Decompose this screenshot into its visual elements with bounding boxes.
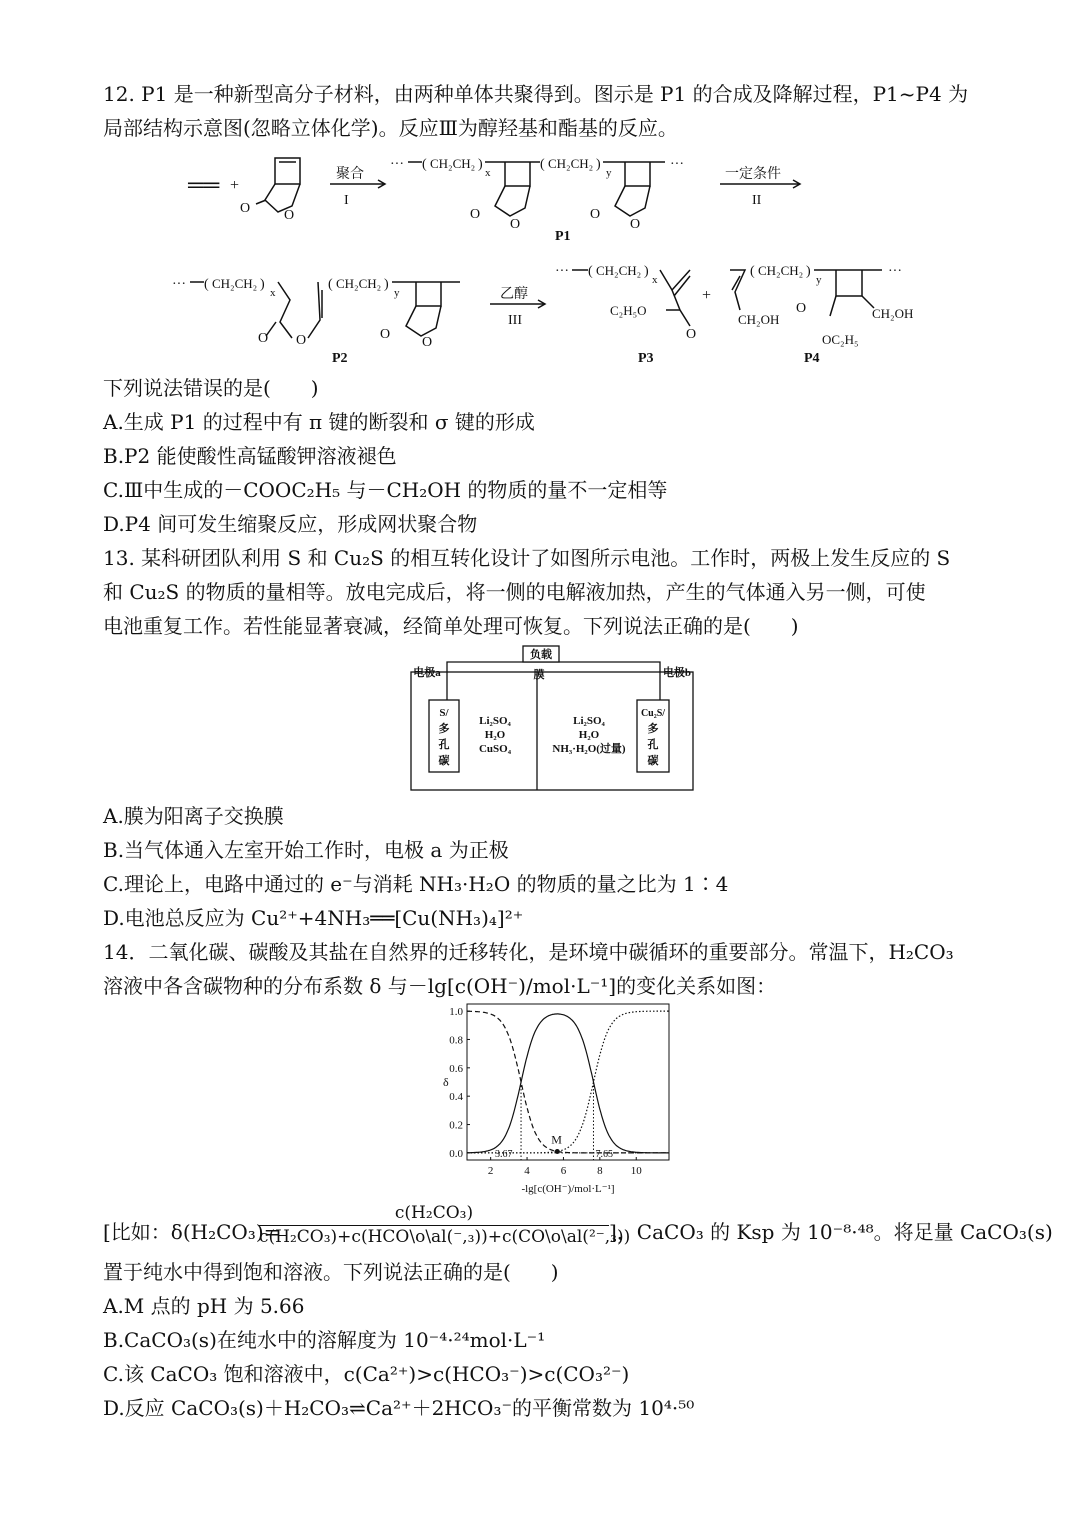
q14-option-a: A.M 点的 pH 为 5.66 (103, 1294, 305, 1318)
right-electrode-4: 碳 (647, 755, 659, 767)
p1-carbonyl-o-1: O (470, 207, 481, 222)
q14-option-b: B.CaCO₃(s)在纯水中的溶解度为 10⁻⁴·²⁴mol·L⁻¹ (103, 1328, 546, 1352)
q14-stem-line1: 14．二氧化碳、碳酸及其盐在自然界的迁移转化，是环境中碳循环的重要部分。常温下，H₂CO₃ (103, 940, 954, 964)
p2-carbonyl-o-2: O (380, 327, 391, 342)
q14-distribution-chart (435, 1000, 685, 1200)
ethylene-double-bond: ══ (188, 172, 220, 197)
membrane-label: 膜 (533, 669, 545, 681)
q14-option-d: D.反应 CaCO₃(s)＋H₂CO₃⇌Ca²⁺＋2HCO₃⁻的平衡常数为 10⁴·⁵⁰ (103, 1396, 695, 1420)
p3-dots-left: ··· (555, 264, 569, 279)
q14-stem-line2: 溶液中各含碳物种的分布系数 δ 与－lg[c(OH⁻)/mol·L⁻¹]的变化关系如图： (103, 974, 777, 998)
p1-unit-2: CH₂CH₂ (548, 156, 594, 171)
arrow2-bottom-label: II (752, 193, 762, 208)
q12-question: 下列说法错误的是( ) (103, 376, 319, 400)
svg-text:): ) (806, 264, 811, 279)
p2-unit-1: CH₂CH₂ (212, 276, 258, 291)
right-electrode-2: 多 (647, 723, 659, 735)
monomer-ring-o: O (284, 208, 295, 223)
q12-option-b: B.P2 能使酸性高锰酸钾溶液褪色 (103, 444, 397, 468)
p4-carbonyl-o: O (796, 301, 807, 316)
label-p2: P2 (332, 351, 348, 366)
series-solid-line (467, 1014, 669, 1153)
right-solution-2: H₂O (578, 729, 600, 741)
formula-denominator: c(H₂CO₃)+c(HCO\o\al(⁻,₃))+c(CO\o\al(²⁻,₃)) (259, 1227, 631, 1247)
left-solution-3: CuSO₄ (478, 743, 512, 755)
p4-ethoxy: OC₂H₅ (822, 332, 859, 347)
svg-text:): ) (260, 277, 265, 292)
arrow1-bottom-label: I (344, 193, 349, 208)
left-electrode-3: 孔 (438, 739, 450, 751)
y-tick-label-0: 0.0 (449, 1147, 463, 1160)
q12-option-c: C.Ⅲ中生成的－COOC₂H₅ 与－CH₂OH 的物质的量不一定相等 (103, 478, 668, 502)
p4-unit: CH₂CH₂ (758, 263, 804, 278)
p2-carbonyl-o: O (258, 331, 269, 346)
q13-stem-line3: 电池重复工作。若性能显著衰减，经简单处理可恢复。下列说法正确的是( ) (103, 614, 799, 638)
electrode-a-label: 电极a (413, 667, 441, 679)
q13-option-b: B.当气体通入左室开始工作时，电极 a 为正极 (103, 838, 509, 862)
monomer-carbonyl-o: O (240, 201, 251, 216)
p4-ch2oh-right: CH₂OH (872, 306, 914, 321)
formula-prefix: [比如：δ(H₂CO₃)= (103, 1220, 281, 1244)
plus-sign-1: + (230, 177, 240, 194)
y-tick-label-5: 1.0 (449, 1006, 463, 1019)
p4-ch2oh-left: CH₂OH (738, 312, 780, 327)
p1-dots-right: ··· (670, 157, 684, 172)
q13-option-a: A.膜为阳离子交换膜 (103, 804, 284, 828)
arrow1-top-label: 聚合 (336, 167, 364, 182)
q13-stem-line2: 和 Cu₂S 的物质的量相等。放电完成后，将一侧的电解液加热，产生的气体通入另一侧，可使 (103, 580, 926, 604)
p1-bracket-open-2: ( (540, 157, 545, 172)
p1-sub-x: x (485, 167, 491, 179)
p1-bracket-close: ) (478, 157, 483, 172)
arrow2-top-label: 一定条件 (725, 167, 781, 182)
p1-sub-y: y (606, 167, 612, 179)
electrode-b-label: 电极b (662, 667, 692, 679)
right-electrode-1: Cu₂S/ (640, 708, 666, 719)
p2-sub-y: y (394, 287, 400, 299)
q14-stem-line4: 置于纯水中得到饱和溶液。下列说法正确的是( ) (103, 1260, 559, 1284)
series-dashed-line (467, 1011, 669, 1153)
svg-text:(: ( (204, 277, 209, 292)
q12-reaction-scheme (160, 140, 920, 372)
load-label: 负载 (530, 649, 552, 661)
p1-bracket-close-2: ) (596, 157, 601, 172)
series-dotted-line (467, 1011, 669, 1153)
p1-ring-o-1: O (510, 217, 521, 232)
q12-option-d: D.P4 间可发生缩聚反应，形成网状聚合物 (103, 512, 478, 536)
x-tick-label-10: 10 (630, 1165, 642, 1177)
left-solution-2: H₂O (484, 729, 506, 741)
arrow3-top-label: 乙醇 (500, 287, 528, 302)
p1-carbonyl-o-2: O (590, 207, 601, 222)
label-p3: P3 (638, 351, 654, 366)
left-electrode-4: 碳 (438, 755, 450, 767)
p4-sub-y: y (816, 274, 822, 286)
q12-stem-line1: 12. P1 是一种新型高分子材料，由两种单体共聚得到。图示是 P1 的合成及降解过程，P1~P4 为 (103, 82, 969, 106)
q12-stem-line2: 局部结构示意图(忽略立体化学)。反应Ⅲ为醇羟基和酯基的反应。 (103, 116, 678, 140)
q14-option-c: C.该 CaCO₃ 饱和溶液中，c(Ca²⁺)>c(HCO₃⁻)>c(CO₃²⁻) (103, 1362, 630, 1386)
x-tick-label-8: 8 (597, 1165, 603, 1177)
y-tick-label-1: 0.2 (449, 1119, 463, 1132)
q12-option-a: A.生成 P1 的过程中有 π 键的断裂和 σ 键的形成 (103, 410, 535, 434)
svg-text:): ) (644, 264, 649, 279)
x-axis-label: -lg[c(OH⁻)/mol·L⁻¹] (521, 1183, 615, 1195)
p1-ring-o-2: O (630, 217, 641, 232)
p4-dots-right: ··· (888, 264, 902, 279)
p1-bracket-open: ( (422, 157, 427, 172)
formula-numerator: c(H₂CO₃) (259, 1203, 609, 1226)
p2-unit-2: CH₂CH₂ (336, 276, 382, 291)
label-p1: P1 (555, 229, 571, 244)
y-tick-label-2: 0.4 (449, 1091, 463, 1104)
label-p4: P4 (804, 351, 820, 366)
q13-option-d: D.电池总反应为 Cu²⁺+4NH₃══[Cu(NH₃)₄]²⁺ (103, 906, 524, 930)
svg-text:(: ( (328, 277, 333, 292)
p2-ester-o: O (296, 333, 307, 348)
crossing-label-3-67: 3.67 (495, 1149, 513, 1160)
point-m-label: M (551, 1132, 562, 1147)
p2-sub-x: x (270, 287, 276, 299)
x-tick-label-4: 4 (524, 1165, 530, 1177)
p3-ethoxy: C₂H₅O (610, 303, 647, 318)
q13-stem-line1: 13. 某科研团队利用 S 和 Cu₂S 的相互转化设计了如图所示电池。工作时，两极上发生反应的 S (103, 546, 951, 570)
svg-text:(: ( (750, 264, 755, 279)
left-solution-1: Li₂SO₄ (479, 715, 511, 727)
y-axis-label: δ (443, 1075, 449, 1089)
p3-carbonyl-o: O (686, 327, 697, 342)
y-tick-label-3: 0.6 (449, 1062, 463, 1075)
p3-sub-x: x (652, 274, 658, 286)
svg-text:): ) (384, 277, 389, 292)
formula-suffix: ]，CaCO₃ 的 Ksp 为 10⁻⁸·⁴⁸。将足量 CaCO₃(s) (609, 1220, 1053, 1244)
right-solution-1: Li₂SO₄ (573, 715, 605, 727)
right-electrode-3: 孔 (647, 739, 659, 751)
q13-option-c: C.理论上，电路中通过的 e⁻与消耗 NH₃·H₂O 的物质的量之比为 1∶4 (103, 872, 729, 896)
p1-unit-1: CH₂CH₂ (430, 156, 476, 171)
q13-battery-diagram (405, 642, 697, 794)
svg-text:(: ( (588, 264, 593, 279)
x-tick-label-6: 6 (560, 1165, 567, 1177)
x-tick-label-2: 2 (487, 1165, 494, 1177)
p2-dots-left: ··· (172, 277, 186, 292)
arrow3-bottom-label: III (508, 313, 522, 328)
p2-ring-o-2: O (422, 335, 433, 350)
p1-dots-left: ··· (390, 157, 404, 172)
crossing-label-7-65: 7.65 (595, 1149, 613, 1160)
right-solution-3: NH₃·H₂O(过量) (552, 743, 626, 755)
left-electrode-1: S/ (439, 707, 449, 719)
p3-unit: CH₂CH₂ (596, 263, 642, 278)
plus-sign-2: + (702, 287, 712, 304)
point-m (555, 1149, 560, 1154)
left-electrode-2: 多 (438, 723, 450, 735)
y-tick-label-4: 0.8 (449, 1034, 463, 1047)
